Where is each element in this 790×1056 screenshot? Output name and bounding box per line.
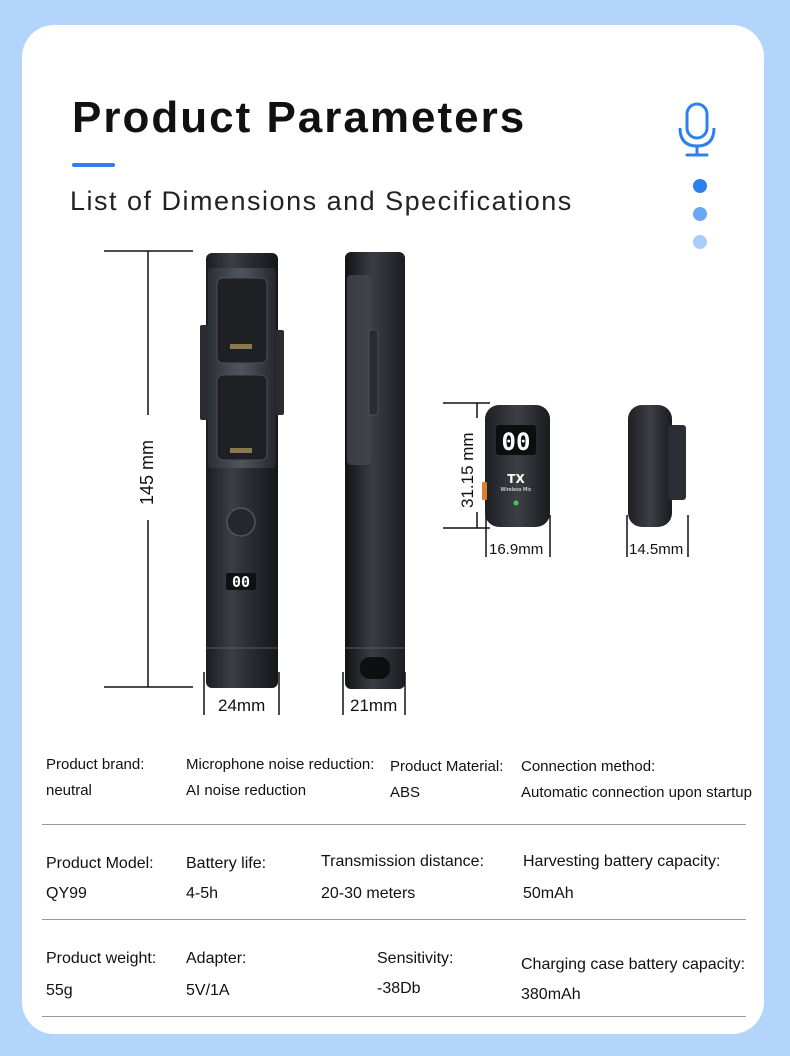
mic-display-digits: 00	[501, 428, 531, 456]
mic-caption: Wireless Mic	[500, 487, 532, 493]
page-subtitle: List of Dimensions and Specifications	[70, 186, 573, 216]
spec-material-label: Product Material:	[390, 758, 504, 775]
page-title: Product Parameters	[72, 93, 527, 142]
spec-harvest-capacity-label: Harvesting battery capacity:	[523, 853, 721, 870]
spec-sensitivity-label: Sensitivity:	[377, 950, 454, 967]
spec-noise-value: AI noise reduction	[186, 782, 307, 799]
spec-case-capacity-value: 380mAh	[521, 986, 581, 1003]
spec-divider-3	[42, 1016, 746, 1017]
case-width-front-label: 24mm	[218, 696, 266, 715]
spec-case-capacity-label: Charging case battery capacity:	[521, 956, 746, 973]
spec-divider-1	[42, 824, 746, 825]
spec-adapter-value: 5V/1A	[186, 982, 230, 999]
spec-battery-life-value: 4-5h	[186, 885, 219, 902]
case-width-side-label: 21mm	[350, 696, 398, 715]
charging-case-side	[345, 252, 405, 689]
spec-divider-2	[42, 919, 746, 920]
spec-weight-value: 55g	[46, 982, 73, 999]
spec-sensitivity-value: -38Db	[377, 980, 421, 997]
spec-distance-label: Transmission distance:	[321, 853, 485, 870]
spec-model-value: QY99	[46, 885, 87, 902]
wireless-mic-front	[482, 405, 550, 527]
spec-connection-value: Automatic connection upon startup	[521, 784, 752, 801]
spec-adapter-label: Adapter:	[186, 950, 247, 967]
spec-distance-value: 20-30 meters	[321, 885, 416, 902]
spec-model-label: Product Model:	[46, 855, 154, 872]
mic-width-label: 16.9mm	[489, 541, 544, 558]
case-height-label: 145 mm	[137, 439, 157, 505]
spec-brand-label: Product brand:	[46, 756, 145, 773]
spec-harvest-capacity-value: 50mAh	[523, 885, 574, 902]
wireless-mic-side	[628, 405, 686, 527]
spec-battery-life-label: Battery life:	[186, 855, 267, 872]
spec-brand-value: neutral	[46, 782, 92, 799]
charging-case-front	[200, 253, 284, 688]
mic-badge: TX	[507, 472, 525, 486]
mic-height-label: 31.15 mm	[458, 432, 477, 508]
spec-weight-label: Product weight:	[46, 950, 157, 967]
spec-noise-label: Microphone noise reduction:	[186, 756, 375, 773]
mic-depth-label: 14.5mm	[629, 541, 684, 558]
spec-material-value: ABS	[390, 784, 421, 801]
spec-connection-label: Connection method:	[521, 758, 656, 775]
case-display-digits: 00	[231, 573, 251, 591]
